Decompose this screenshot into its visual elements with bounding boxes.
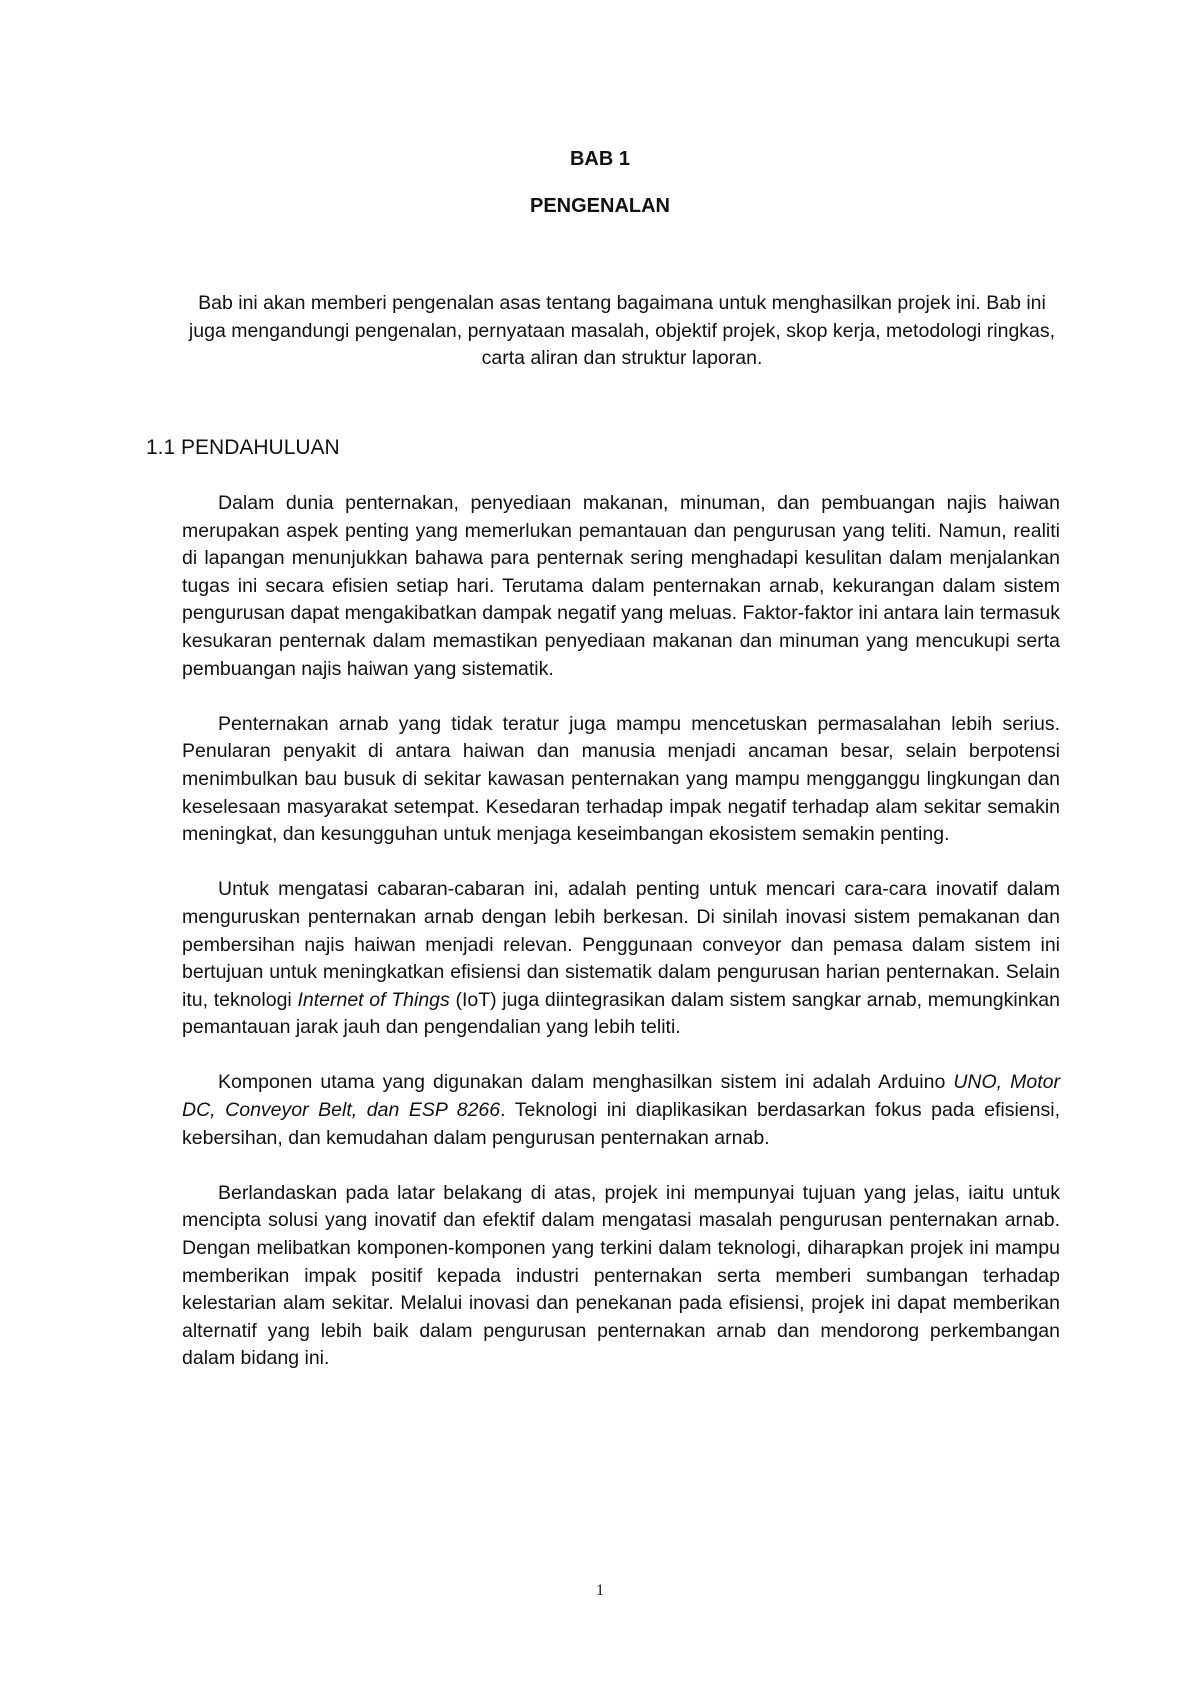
paragraph-4-emphasis: UNO, Motor DC, Conveyor Belt, dan ESP 8266 [182, 1071, 1060, 1122]
paragraph-5: Berlandaskan pada latar belakang di atas, projek ini mempunyai tujuan yang jelas, iaitu untuk mencipta solusi yang inovatif dan efektif dalam mengatasi masalah pengurusan penternakan arnab. Dengan melibatkan komponen-komponen yang terkini dalam teknologi, diharapkan projek ini mampu memberikan impak positif kepada industri penternakan serta memberi sumbangan terhadap kelestarian alam sekitar. Melalui inovasi dan penekanan pada efisiensi, projek ini dapat memberikan alternatif yang lebih baik dalam pengurusan penternakan arnab dan mendorong perkembangan dalam bidang ini. [182, 1181, 1060, 1370]
section-body [182, 490, 1060, 1373]
paragraph-3-text-b: (IoT) juga diintegrasikan dalam sistem sangkar arnab, memungkinkan pemantauan jarak jauh dan pengendalian yang lebih teliti. [182, 988, 1060, 1039]
paragraph-3 [182, 876, 1060, 1042]
paragraph-3-emphasis: Internet of Things [297, 988, 450, 1011]
paragraph-4 [182, 1069, 1060, 1152]
paragraph-3-text-a: Untuk mengatasi cabaran-cabaran ini, adalah penting untuk mencari cara-cara inovatif dalam menguruskan penternakan arnab dengan lebih berkesan. Di sinilah inovasi sistem pemakanan dan pembersihan najis haiwan menjadi relevan. Penggunaan conveyor dan pemasa dalam sistem ini bertujuan untuk meningkatkan efisiensi dan sistematik dalam pengurusan harian penternakan. Selain itu, teknologi [182, 878, 1060, 1011]
chapter-label: BAB 1 [569, 148, 630, 170]
paragraph-2: Penternakan arnab yang tidak teratur juga mampu mencetuskan permasalahan lebih serius. Penularan penyakit di antara haiwan dan manusia menjadi ancaman besar, selain berpotensi menimbulkan bau busuk di sekitar kawasan penternakan yang mampu mengganggu lingkungan dan keselesaan masyarakat setempat. Kesedaran terhadap impak negatif terhadap alam sekitar semakin meningkat, dan kesungguhan untuk menjaga keseimbangan ekosistem semakin penting. [182, 712, 1060, 846]
paragraph-4-text-a: Komponen utama yang digunakan dalam menghasilkan sistem ini adalah Arduino [218, 1071, 954, 1094]
page-number: 1 [596, 1582, 604, 1599]
chapter-intro: Bab ini akan memberi pengenalan asas tentang bagaimana untuk menghasilkan projek ini. Bab ini juga mengandungi pengenalan, pernyataan masalah, objektif projek, skop kerja, metodologi ringkas, carta aliran dan struktur laporan. [188, 292, 1056, 369]
chapter-title: PENGENALAN [529, 195, 670, 217]
paragraph-1: Dalam dunia penternakan, penyediaan makanan, minuman, dan pembuangan najis haiwan merupakan aspek penting yang memerlukan pemantauan dan pengurusan yang teliti. Namun, realiti di lapangan menunjukkan bahawa para penternak sering menghadapi kesulitan dalam menjalankan tugas ini secara efisien setiap hari. Terutama dalam penternakan arnab, kekurangan dalam sistem pengurusan dapat mengakibatkan dampak negatif yang meluas. Faktor-faktor ini antara lain termasuk kesukaran penternak dalam memastikan penyediaan makanan dan minuman yang mencukupi serta pembuangan najis haiwan yang sistematik. [182, 492, 1061, 680]
section-heading: 1.1 PENDAHULUAN [146, 436, 340, 459]
paragraph-4-text-b: . Teknologi ini diaplikasikan berdasarkan fokus pada efisiensi, kebersihan, dan kemudahan dalam pengurusan penternakan arnab. [182, 1099, 1060, 1149]
